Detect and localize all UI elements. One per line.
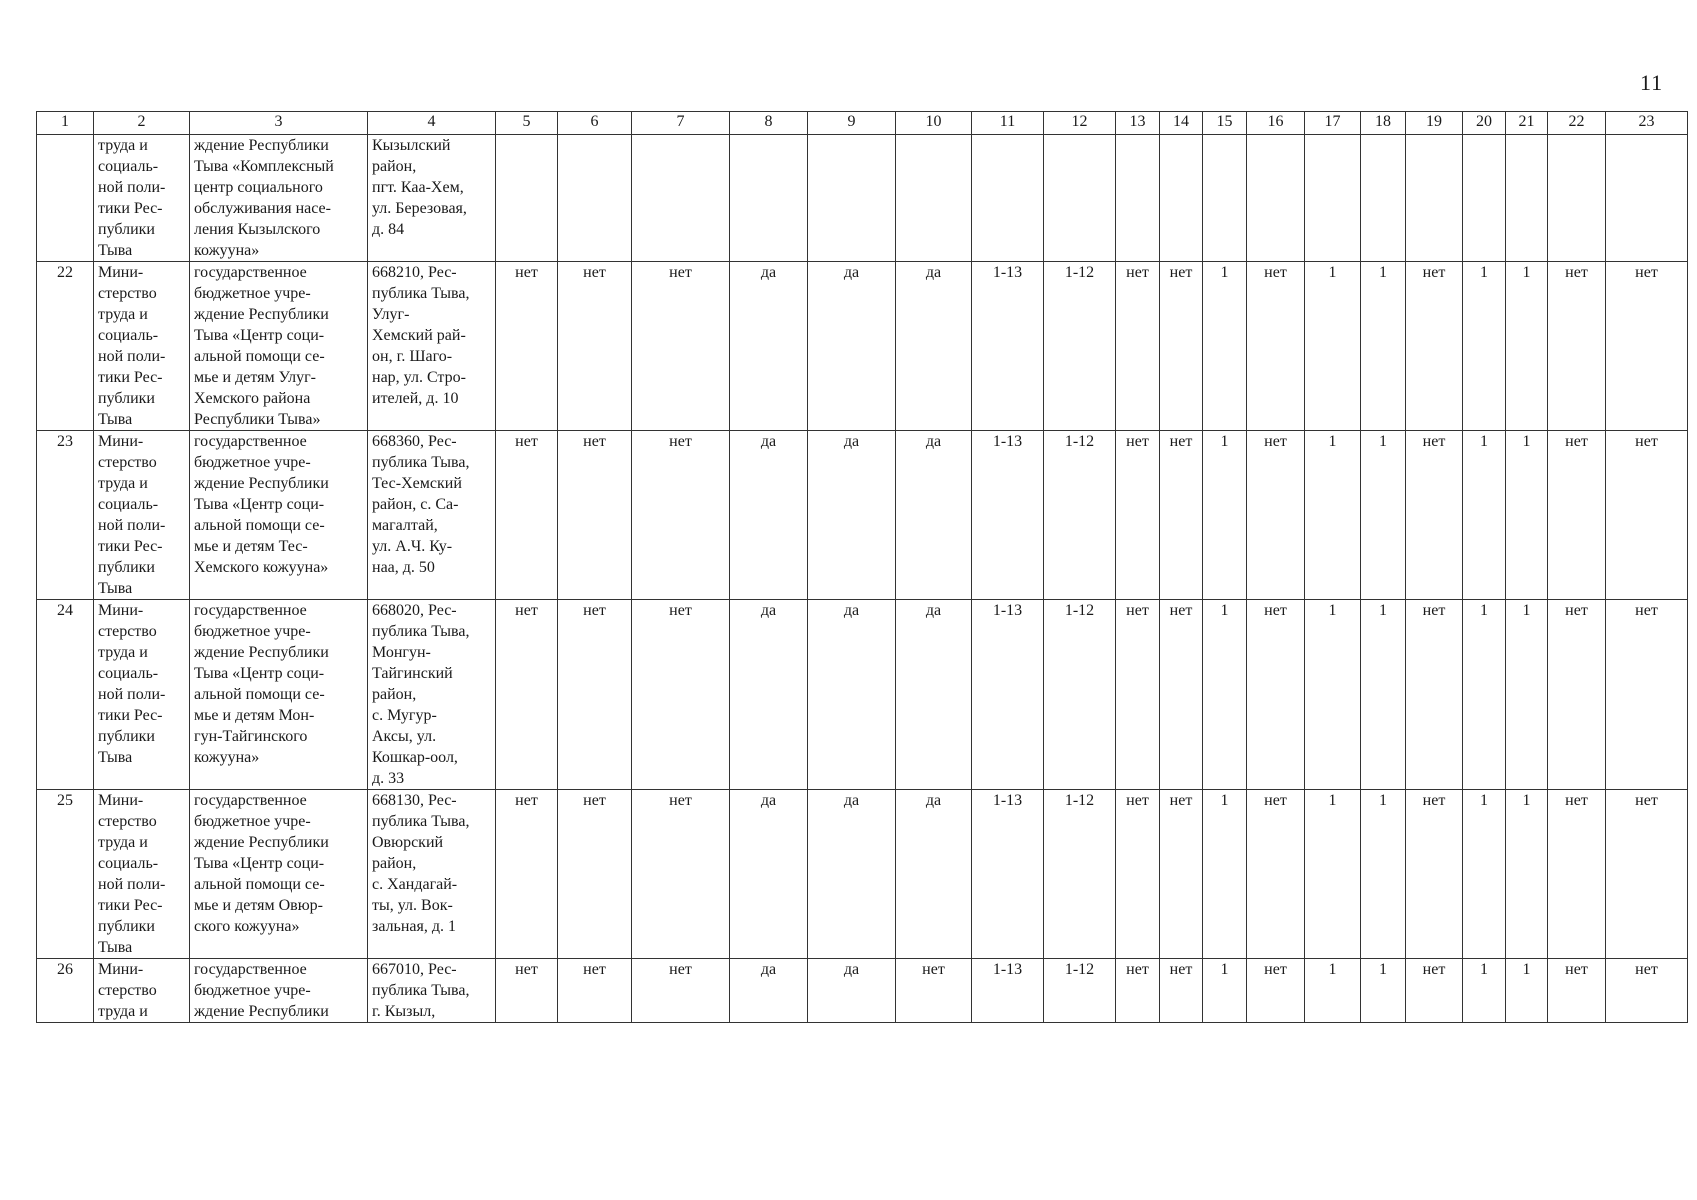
table-cell: нет: [558, 262, 632, 431]
table-cell: 1: [1305, 600, 1361, 790]
table-cell: 23: [37, 431, 94, 600]
cell-text: нет: [1565, 961, 1588, 978]
table-cell: [730, 135, 808, 262]
table-cell: [1606, 135, 1688, 262]
table-cell: [496, 959, 558, 1023]
column-header: 17: [1305, 112, 1361, 135]
cell-text: Мини- стерство труда и: [98, 961, 157, 1020]
table-cell: нет: [558, 431, 632, 600]
cell-text: нет: [669, 961, 692, 978]
table-cell: да: [896, 431, 972, 600]
column-header: 20: [1463, 112, 1506, 135]
table-cell: [1044, 959, 1116, 1023]
column-header: 14: [1160, 112, 1203, 135]
column-header: 5: [496, 112, 558, 135]
table-cell: 1-12: [1044, 431, 1116, 600]
column-header: 18: [1361, 112, 1406, 135]
table-cell: 1-12: [1044, 262, 1116, 431]
column-header: 9: [808, 112, 896, 135]
table-cell: [37, 135, 94, 262]
table-cell: 1: [1506, 600, 1548, 790]
table-cell: [558, 135, 632, 262]
table-cell: да: [896, 262, 972, 431]
table-cell: 25: [37, 790, 94, 959]
column-header: 3: [190, 112, 368, 135]
cell-text: нет: [1169, 961, 1193, 978]
table-cell: нет: [632, 790, 730, 959]
table-cell: [1044, 135, 1116, 262]
table-cell: [972, 135, 1044, 262]
table-cell: да: [896, 790, 972, 959]
table-cell: нет: [1160, 431, 1203, 600]
table-cell: [1203, 959, 1247, 1023]
table-cell: 1: [1203, 600, 1247, 790]
table-cell: Мини- стерство труда и социаль- ной поли- тики Рес- публики Тыва: [94, 262, 190, 431]
table-cell: нет: [1548, 431, 1606, 600]
table-cell: [1116, 135, 1160, 262]
table-cell: [808, 959, 896, 1023]
table-cell: 668360, Рес- публика Тыва, Тес-Хемский район, с. Са- магалтай, ул. А.Ч. Ку- наа, д. 50: [368, 431, 496, 600]
cell-text: 1-12: [1064, 961, 1095, 978]
table-cell: да: [730, 262, 808, 431]
table-cell: нет: [1606, 431, 1688, 600]
table-row: [37, 262, 1688, 431]
column-header: 22: [1548, 112, 1606, 135]
table-cell: [190, 959, 368, 1023]
table-cell: [632, 959, 730, 1023]
table-cell: 1-12: [1044, 790, 1116, 959]
cell-text: 1-13: [992, 961, 1023, 978]
table-cell: нет: [1160, 600, 1203, 790]
table-cell: да: [808, 600, 896, 790]
table-cell: 1-13: [972, 262, 1044, 431]
table-cell: да: [730, 790, 808, 959]
table-cell: нет: [1406, 431, 1463, 600]
table-cell: нет: [1548, 600, 1606, 790]
table-cell: да: [808, 262, 896, 431]
column-header: 16: [1247, 112, 1305, 135]
column-header: 21: [1506, 112, 1548, 135]
column-header: 19: [1406, 112, 1463, 135]
table-cell: нет: [1606, 262, 1688, 431]
column-header: 13: [1116, 112, 1160, 135]
table-cell: 24: [37, 600, 94, 790]
table-cell: нет: [1548, 790, 1606, 959]
column-header: 12: [1044, 112, 1116, 135]
table-cell: нет: [496, 431, 558, 600]
table-cell: нет: [1406, 600, 1463, 790]
table-row: [37, 135, 1688, 262]
cell-text: нет: [922, 961, 945, 978]
table-cell: [1305, 959, 1361, 1023]
table-cell: государственное бюджетное учре- ждение Республики Тыва «Центр соци- альной помощи се- мье и детям Улуг- Хемского района Республики Тыва»: [190, 262, 368, 431]
column-header: 10: [896, 112, 972, 135]
cell-text: 1: [1379, 961, 1387, 978]
table-cell: [1463, 135, 1506, 262]
table-cell: государственное бюджетное учре- ждение Республики Тыва «Центр соци- альной помощи се- мье и детям Овюр- ского кожууна»: [190, 790, 368, 959]
table-cell: [1548, 135, 1606, 262]
table-cell: [1463, 959, 1506, 1023]
table-cell: нет: [1116, 431, 1160, 600]
table-cell: [558, 959, 632, 1023]
table-cell: нет: [1406, 262, 1463, 431]
table-cell: нет: [496, 790, 558, 959]
table-cell: [1406, 135, 1463, 262]
table-cell: нет: [1406, 790, 1463, 959]
table-cell: Кызылский район, пгт. Каа-Хем, ул. Березовая, д. 84: [368, 135, 496, 262]
table-cell: 1: [1203, 790, 1247, 959]
table-cell: 1: [1361, 790, 1406, 959]
table-cell: [972, 959, 1044, 1023]
table-cell: 668020, Рес- публика Тыва, Монгун- Тайгинский район, с. Мугур- Аксы, ул. Кошкар-оол, д. 33: [368, 600, 496, 790]
cell-text: 26: [57, 961, 73, 978]
table-cell: [730, 959, 808, 1023]
table-cell: [1361, 135, 1406, 262]
table-cell: 1: [1305, 431, 1361, 600]
table-cell: 668130, Рес- публика Тыва, Овюрский район, с. Хандагай- ты, ул. Вок- зальная, д. 1: [368, 790, 496, 959]
table-cell: 1: [1305, 790, 1361, 959]
table-cell: нет: [558, 600, 632, 790]
table-cell: [1305, 135, 1361, 262]
table-cell: 668210, Рес- публика Тыва, Улуг- Хемский рай- он, г. Шаго- нар, ул. Стро- ителей, д. 10: [368, 262, 496, 431]
cell-text: 667010, Рес- публика Тыва, г. Кызыл,: [372, 961, 470, 1020]
table-cell: 1: [1506, 790, 1548, 959]
header-row: [37, 112, 1688, 135]
table-cell: нет: [632, 262, 730, 431]
table-cell: 1-13: [972, 600, 1044, 790]
table-cell: [896, 959, 972, 1023]
cell-text: 1: [1522, 961, 1531, 978]
table-cell: [1203, 135, 1247, 262]
table-cell: нет: [1247, 431, 1305, 600]
table-cell: 1-12: [1044, 600, 1116, 790]
table-cell: нет: [632, 431, 730, 600]
table-cell: нет: [1160, 790, 1203, 959]
table-cell: да: [730, 431, 808, 600]
table-cell: [1247, 959, 1305, 1023]
table-cell: 1: [1361, 600, 1406, 790]
table-cell: труда и социаль- ной поли- тики Рес- публики Тыва: [94, 135, 190, 262]
cell-text: нет: [515, 961, 538, 978]
table-cell: нет: [1116, 600, 1160, 790]
cell-text: нет: [1264, 961, 1287, 978]
table-cell: [496, 135, 558, 262]
cell-text: нет: [1422, 961, 1446, 978]
cell-text: 1: [1480, 961, 1488, 978]
table-cell: [1506, 959, 1548, 1023]
table-cell: [1361, 959, 1406, 1023]
table-cell: 1: [1506, 431, 1548, 600]
table-cell: 1: [1203, 262, 1247, 431]
column-header: 4: [368, 112, 496, 135]
column-header: 1: [37, 112, 94, 135]
table-cell: [1406, 959, 1463, 1023]
cell-text: да: [843, 961, 860, 978]
table-cell: [1548, 959, 1606, 1023]
column-header: 23: [1606, 112, 1688, 135]
column-header: 15: [1203, 112, 1247, 135]
table-cell: нет: [558, 790, 632, 959]
table-cell: Мини- стерство труда и социаль- ной поли- тики Рес- публики Тыва: [94, 790, 190, 959]
table-cell: государственное бюджетное учре- ждение Республики Тыва «Центр соци- альной помощи се- мье и детям Тес- Хемского кожууна»: [190, 431, 368, 600]
table-cell: 1: [1203, 431, 1247, 600]
column-header: 8: [730, 112, 808, 135]
cell-text: 1: [1220, 961, 1229, 978]
table-cell: [37, 959, 94, 1023]
table-cell: 22: [37, 262, 94, 431]
table-cell: 1: [1463, 262, 1506, 431]
table-cell: нет: [496, 600, 558, 790]
table-cell: 1: [1506, 262, 1548, 431]
column-header: 7: [632, 112, 730, 135]
table-cell: нет: [1160, 262, 1203, 431]
table-cell: 1: [1463, 600, 1506, 790]
table-cell: нет: [1247, 790, 1305, 959]
table-cell: 1: [1463, 431, 1506, 600]
table-row: [37, 790, 1688, 959]
table-cell: нет: [632, 600, 730, 790]
table-cell: нет: [1606, 790, 1688, 959]
table-cell: нет: [1606, 600, 1688, 790]
table-cell: [368, 959, 496, 1023]
table-cell: [94, 959, 190, 1023]
table-cell: [808, 135, 896, 262]
table-cell: нет: [1247, 262, 1305, 431]
table-cell: [1247, 135, 1305, 262]
table-row: [37, 600, 1688, 790]
table-cell: нет: [1116, 262, 1160, 431]
column-header: 6: [558, 112, 632, 135]
table-cell: [632, 135, 730, 262]
column-header: 2: [94, 112, 190, 135]
table-cell: нет: [1247, 600, 1305, 790]
table-cell: [1606, 959, 1688, 1023]
table-cell: Мини- стерство труда и социаль- ной поли- тики Рес- публики Тыва: [94, 600, 190, 790]
table-cell: да: [730, 600, 808, 790]
cell-text: нет: [1635, 961, 1658, 978]
table-body: [37, 135, 1688, 1023]
table-cell: [1506, 135, 1548, 262]
data-table: [36, 111, 1688, 1023]
cell-text: нет: [1126, 961, 1149, 978]
table-row: [37, 959, 1688, 1023]
cell-text: да: [760, 961, 777, 978]
table-cell: [1160, 959, 1203, 1023]
table-cell: да: [808, 431, 896, 600]
table-cell: 1: [1305, 262, 1361, 431]
cell-text: 1: [1328, 961, 1337, 978]
table-cell: 1: [1361, 431, 1406, 600]
table-cell: да: [808, 790, 896, 959]
table-cell: нет: [496, 262, 558, 431]
table-cell: 1-13: [972, 431, 1044, 600]
table-cell: 1: [1463, 790, 1506, 959]
table-cell: Мини- стерство труда и социаль- ной поли- тики Рес- публики Тыва: [94, 431, 190, 600]
table-cell: нет: [1116, 790, 1160, 959]
column-header: 11: [972, 112, 1044, 135]
table-cell: 1: [1361, 262, 1406, 431]
table-cell: 1-13: [972, 790, 1044, 959]
table-cell: ждение Республики Тыва «Комплексный центр социального обслуживания насе- ления Кызылского кожууна»: [190, 135, 368, 262]
table-row: [37, 431, 1688, 600]
table-cell: [896, 135, 972, 262]
table-cell: да: [896, 600, 972, 790]
table-cell: государственное бюджетное учре- ждение Республики Тыва «Центр соци- альной помощи се- мье и детям Мон- гун-Тайгинского кожууна»: [190, 600, 368, 790]
page-number: 11: [1640, 70, 1664, 95]
table-cell: [1160, 135, 1203, 262]
table-cell: [1116, 959, 1160, 1023]
cell-text: нет: [583, 961, 606, 978]
cell-text: государственное бюджетное учре- ждение Республики: [194, 961, 329, 1020]
table-cell: нет: [1548, 262, 1606, 431]
